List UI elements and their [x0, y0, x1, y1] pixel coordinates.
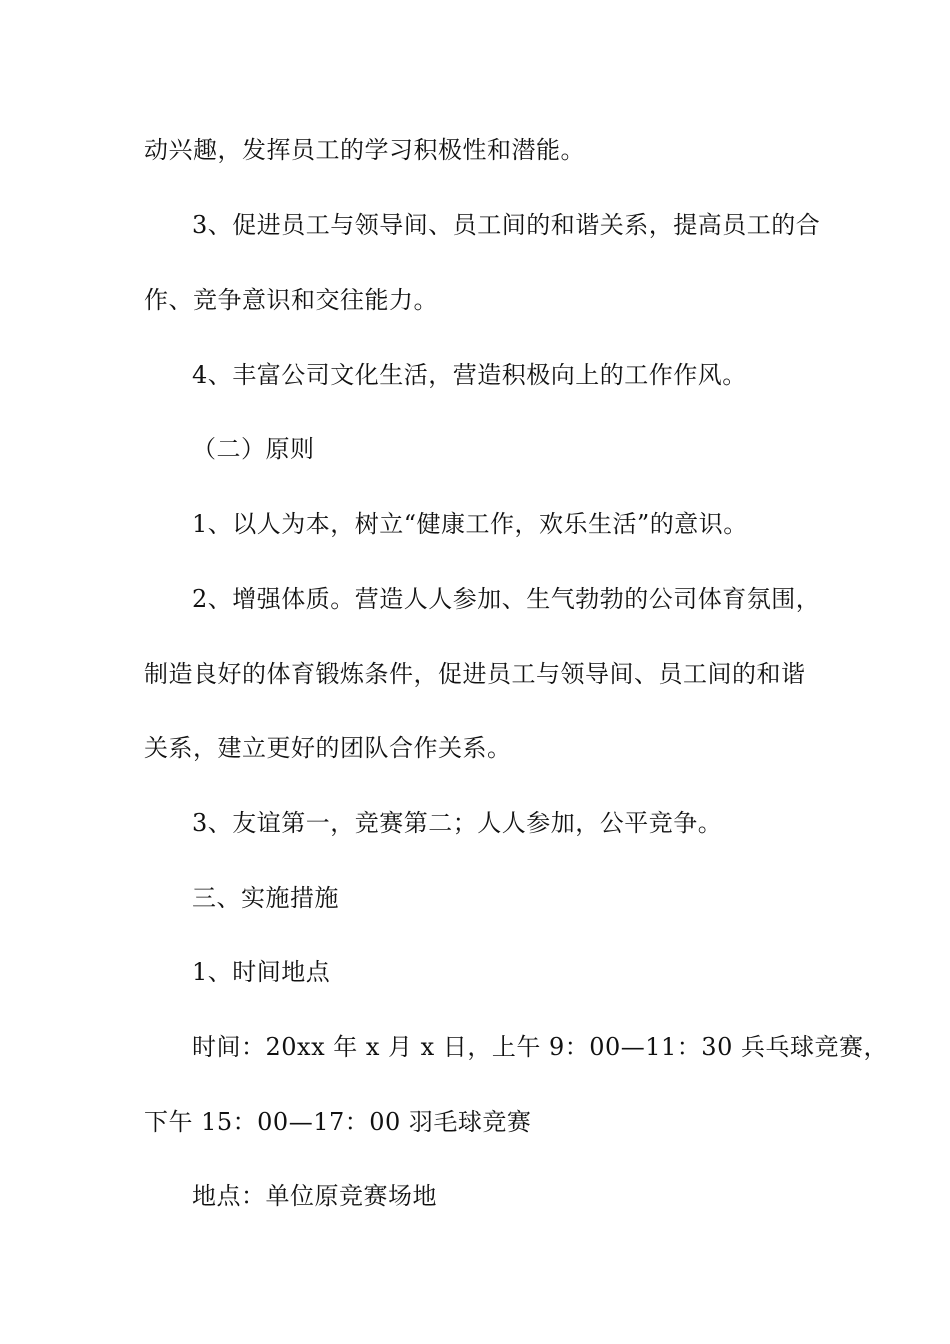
paragraph-line: 2、增强体质。营造人人参加、生气勃勃的公司体育氛围， [192, 585, 821, 613]
paragraph-line: 下午 15：00—17：00 羽毛球竞赛 [144, 1108, 532, 1136]
paragraph-line: 制造良好的体育锻炼条件，促进员工与领导间、员工间的和谐 [144, 660, 806, 688]
subsection-heading: 1、时间地点 [192, 958, 331, 986]
section-heading: 三、实施措施 [192, 884, 339, 912]
paragraph-line: 作、竞争意识和交往能力。 [144, 286, 438, 314]
paragraph-line: 4、丰富公司文化生活，营造积极向上的工作作风。 [192, 361, 747, 389]
section-heading: （二）原则 [192, 435, 315, 463]
paragraph-line: 时间：20xx 年 x 月 x 日，上午 9：00—11：30 兵乓球竞赛， [192, 1033, 888, 1061]
paragraph-line: 1、以人为本，树立“健康工作，欢乐生活”的意识。 [192, 510, 748, 538]
paragraph-line: 3、促进员工与领导间、员工间的和谐关系，提高员工的合 [192, 211, 821, 239]
paragraph-line: 3、友谊第一，竞赛第二；人人参加，公平竞争。 [192, 809, 723, 837]
paragraph-line: 关系，建立更好的团队合作关系。 [144, 734, 512, 762]
paragraph-line: 动兴趣，发挥员工的学习积极性和潜能。 [144, 136, 585, 164]
paragraph-line: 地点：单位原竞赛场地 [192, 1182, 437, 1210]
